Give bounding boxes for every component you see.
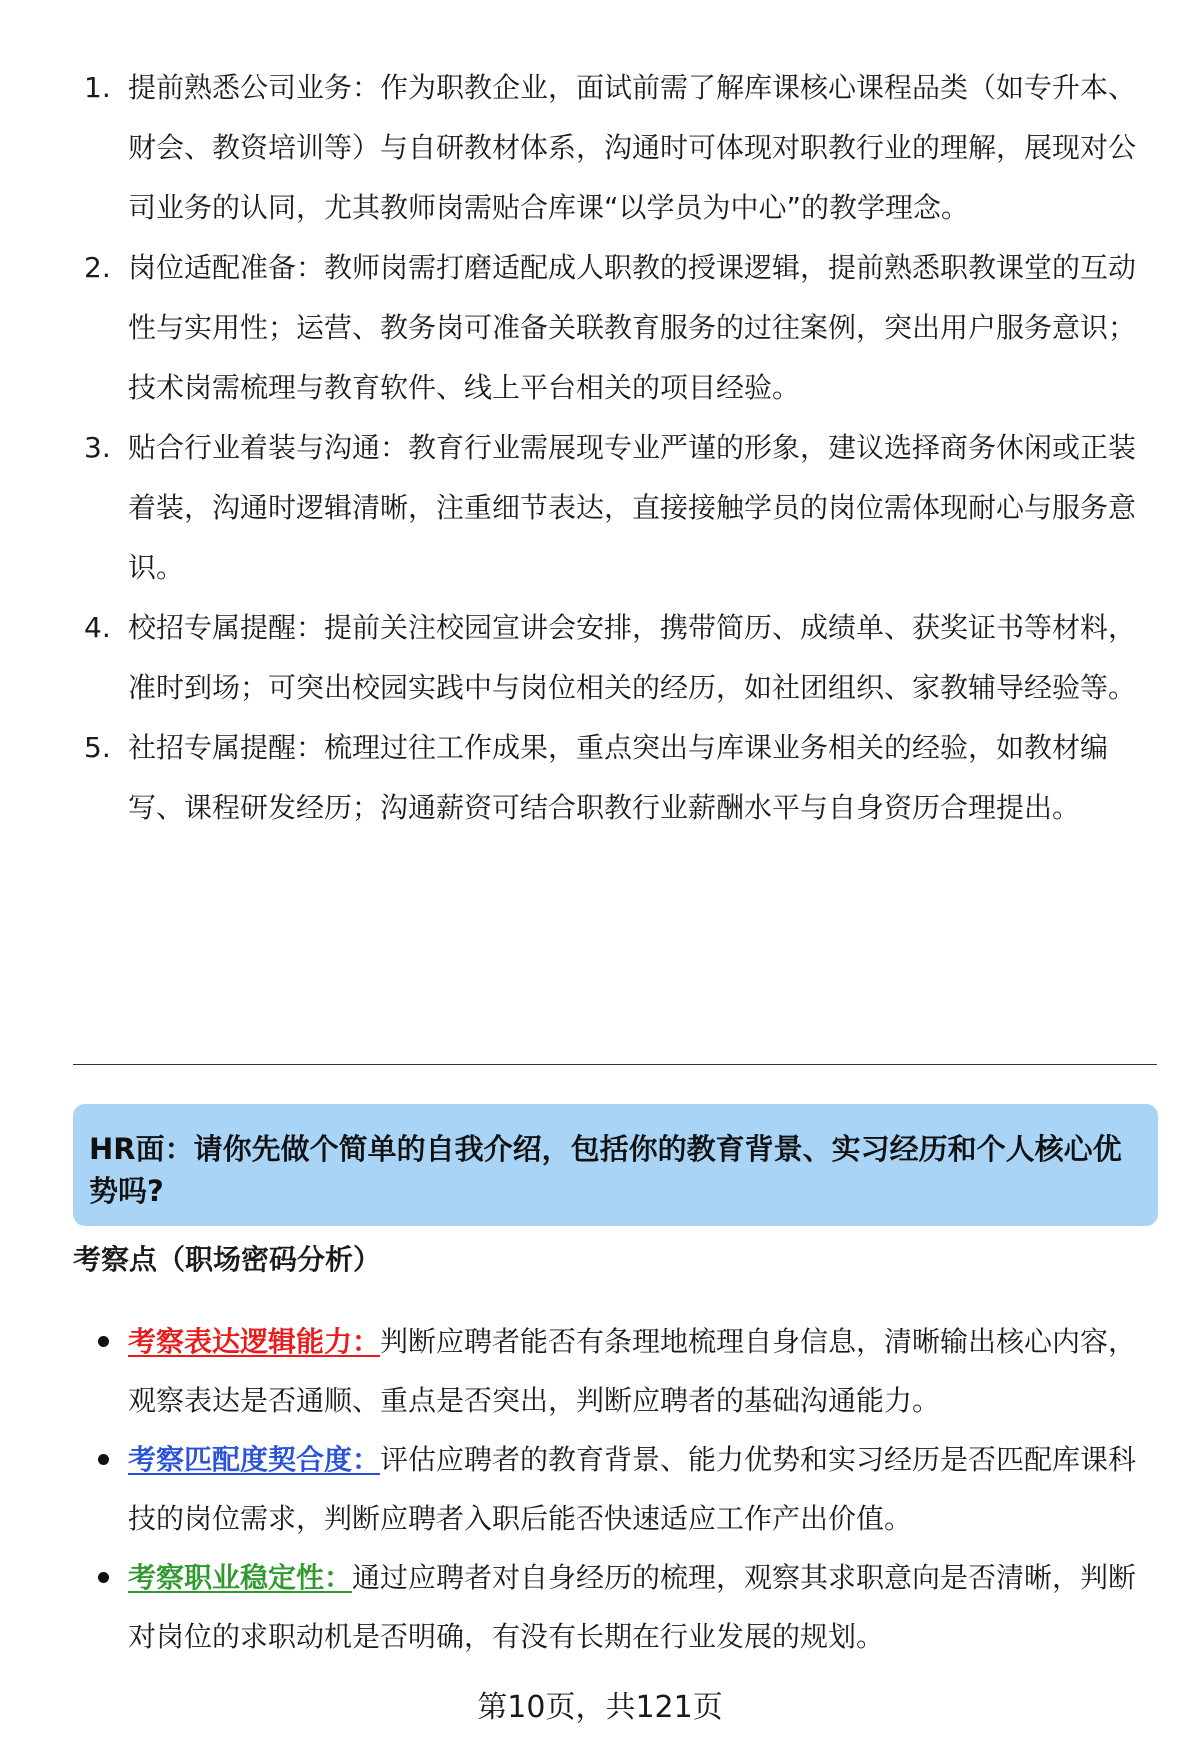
hr-question-text: HR面：请你先做个简单的自我介绍，包括你的教育背景、实习经历和个人核心优势吗? xyxy=(89,1132,1122,1208)
bullet-icon xyxy=(98,1336,109,1347)
assessment-point-text: 评估应聘者的教育背景、能力优势和实习经历是否匹配库课科技的岗位需求，判断应聘者入职后能否快速适应工作产出价值。 xyxy=(128,1443,1137,1535)
tip-text: 提前熟悉公司业务：作为职教企业，面试前需了解库课核心课程品类（如专升本、财会、教资培训等）与自研教材体系，沟通时可体现对职教行业的理解，展现对公司业务的认同，尤其教师岗需贴合库课“以学员为中心”的教学理念。 xyxy=(128,71,1137,224)
bullet-icon xyxy=(98,1572,109,1583)
tip-number: 5. xyxy=(84,731,111,764)
tip-number: 3. xyxy=(84,431,111,464)
hr-question-box xyxy=(73,1104,1158,1226)
assessment-point xyxy=(0,1430,1200,1548)
tip-text: 岗位适配准备：教师岗需打磨适配成人职教的授课逻辑，提前熟悉职教课堂的互动性与实用性；运营、教务岗可准备关联教育服务的过往案例，突出用户服务意识；技术岗需梳理与教育软件、线上平台相关的项目经验。 xyxy=(128,251,1137,404)
tip-item xyxy=(0,58,1200,238)
assessment-points-list xyxy=(0,1312,1200,1666)
tips-list xyxy=(0,58,1200,838)
tip-item xyxy=(0,418,1200,598)
section-divider xyxy=(73,1064,1157,1065)
tip-text: 校招专属提醒：提前关注校园宣讲会安排，携带简历、成绩单、获奖证书等材料，准时到场；可突出校园实践中与岗位相关的经历，如社团组织、家教辅导经验等。 xyxy=(128,611,1137,704)
assessment-point-label: 考察表达逻辑能力： xyxy=(128,1325,381,1358)
tip-number: 4. xyxy=(84,611,111,644)
assessment-point-label: 考察匹配度契合度： xyxy=(128,1443,381,1476)
tip-text: 贴合行业着装与沟通：教育行业需展现专业严谨的形象，建议选择商务休闲或正装着装，沟通时逻辑清晰，注重细节表达，直接接触学员的岗位需体现耐心与服务意识。 xyxy=(128,431,1137,584)
tip-number: 1. xyxy=(84,71,111,104)
assessment-point-label: 考察职业稳定性： xyxy=(128,1561,353,1594)
tip-item xyxy=(0,718,1200,838)
assessment-point xyxy=(0,1312,1200,1430)
bullet-icon xyxy=(98,1454,109,1465)
tip-text: 社招专属提醒：梳理过往工作成果，重点突出与库课业务相关的经验，如教材编写、课程研发经历；沟通薪资可结合职教行业薪酬水平与自身资历合理提出。 xyxy=(128,731,1109,824)
assessment-point-text: 判断应聘者能否有条理地梳理自身信息，清晰输出核心内容，观察表达是否通顺、重点是否突出，判断应聘者的基础沟通能力。 xyxy=(128,1325,1137,1417)
assessment-point xyxy=(0,1548,1200,1666)
tip-number: 2. xyxy=(84,251,111,284)
tip-item xyxy=(0,238,1200,418)
tip-item xyxy=(0,598,1200,718)
page-number: 第10页，共121页 xyxy=(477,1690,723,1725)
section-title: 考察点（职场密码分析） xyxy=(73,1243,382,1276)
assessment-point-text: 通过应聘者对自身经历的梳理，观察其求职意向是否清晰，判断对岗位的求职动机是否明确，有没有长期在行业发展的规划。 xyxy=(128,1561,1137,1653)
